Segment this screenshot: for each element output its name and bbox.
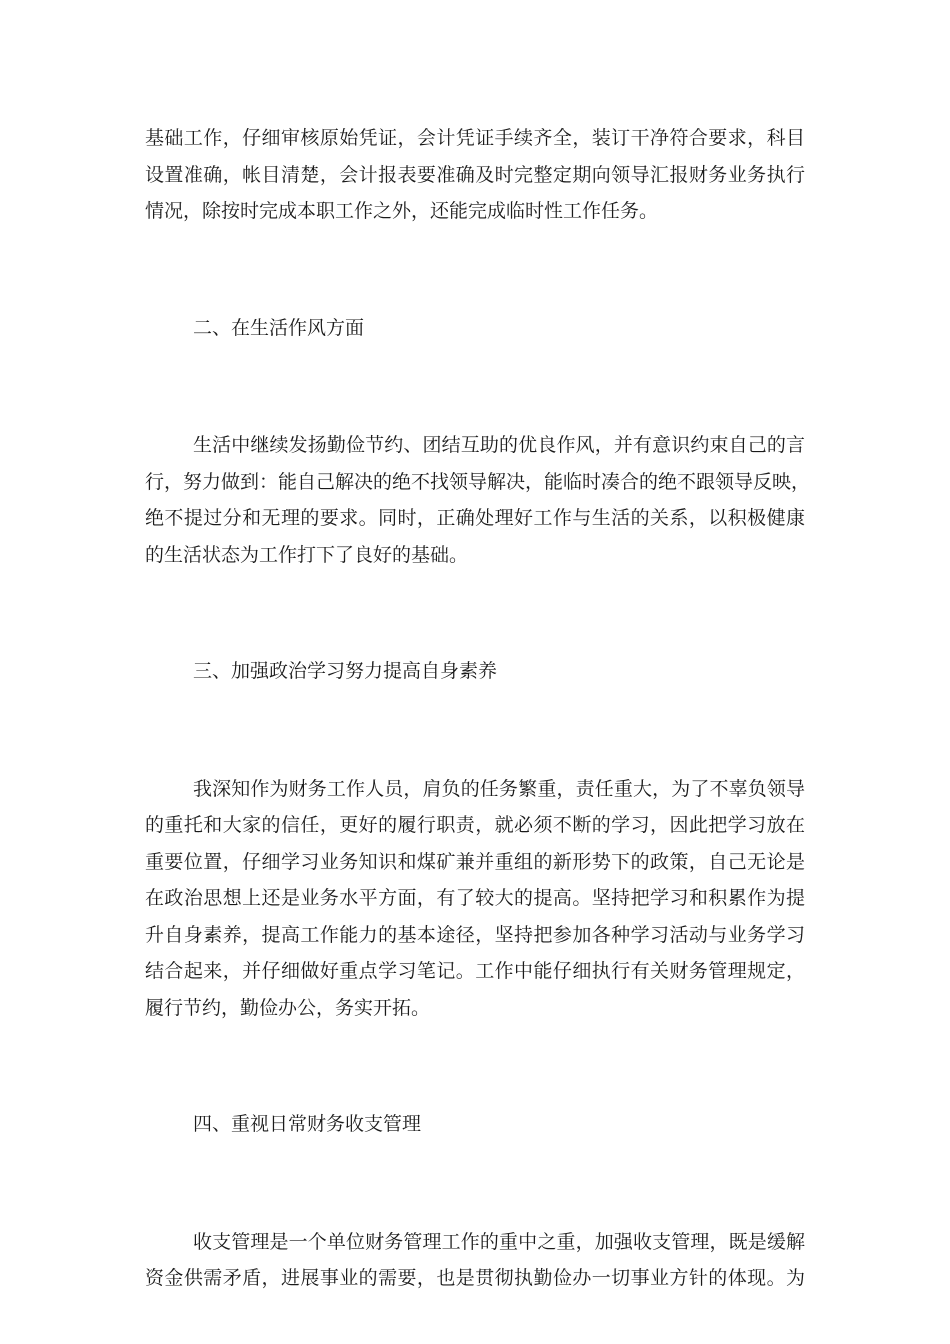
text-line: 行，努力做到：能自己解决的绝不找领导解决，能临时凑合的绝不跟领导反映， (145, 470, 811, 493)
document-body (145, 120, 811, 1297)
text-line: 生活中继续发扬勤俭节约、团结互助的优良作风，并有意识约束自己的言 (193, 434, 805, 456)
paragraph-basic-work (145, 120, 805, 230)
text-line: 绝不提过分和无理的要求。同时，正确处理好工作与生活的关系，以积极健康 (145, 507, 805, 529)
text-line: 我深知作为财务工作人员，肩负的任务繁重，责任重大，为了不辜负领导 (193, 777, 805, 800)
paragraph-lifestyle (145, 427, 811, 573)
section-heading-political-study: 三、加强政治学习努力提高自身素养 (193, 660, 498, 682)
text-line: 结合起来，并仔细做好重点学习笔记。工作中能仔细执行有关财务管理规定， (145, 960, 805, 982)
paragraph-finance-management (145, 1224, 805, 1297)
text-line: 情况，除按时完成本职工作之外，还能完成临时性工作任务。 (145, 200, 659, 222)
section-heading-lifestyle: 二、在生活作风方面 (193, 316, 365, 339)
text-line: 重要位置，仔细学习业务知识和煤矿兼并重组的新形势下的政策，自己无论是 (145, 850, 805, 873)
text-line: 基础工作，仔细审核原始凭证，会计凭证手续齐全，装订干净符合要求，科目 (145, 127, 805, 149)
text-line: 在政治思想上还是业务水平方面，有了较大的提高。坚持把学习和积累作为提 (145, 887, 805, 909)
text-line: 的重托和大家的信任，更好的履行职责，就必须不断的学习，因此把学习放在 (145, 814, 805, 836)
text-line: 履行节约，勤俭办公，务实开拓。 (145, 996, 431, 1019)
text-line: 设置准确，帐目清楚，会计报表要准确及时完整定期向领导汇报财务业务执行 (145, 163, 805, 186)
text-line: 升自身素养，提高工作能力的基本途径，坚持把参加各种学习活动与业务学习 (145, 923, 805, 946)
section-heading-finance-management: 四、重视日常财务收支管理 (193, 1113, 422, 1135)
paragraph-political-study (145, 771, 805, 1027)
text-line: 收支管理是一个单位财务管理工作的重中之重，加强收支管理，既是缓解 (193, 1230, 805, 1253)
text-line: 资金供需矛盾，进展事业的需要，也是贯彻执勤俭办一切事业方针的体现。为 (145, 1267, 805, 1289)
text-line: 的生活状态为工作打下了良好的基础。 (145, 543, 469, 566)
